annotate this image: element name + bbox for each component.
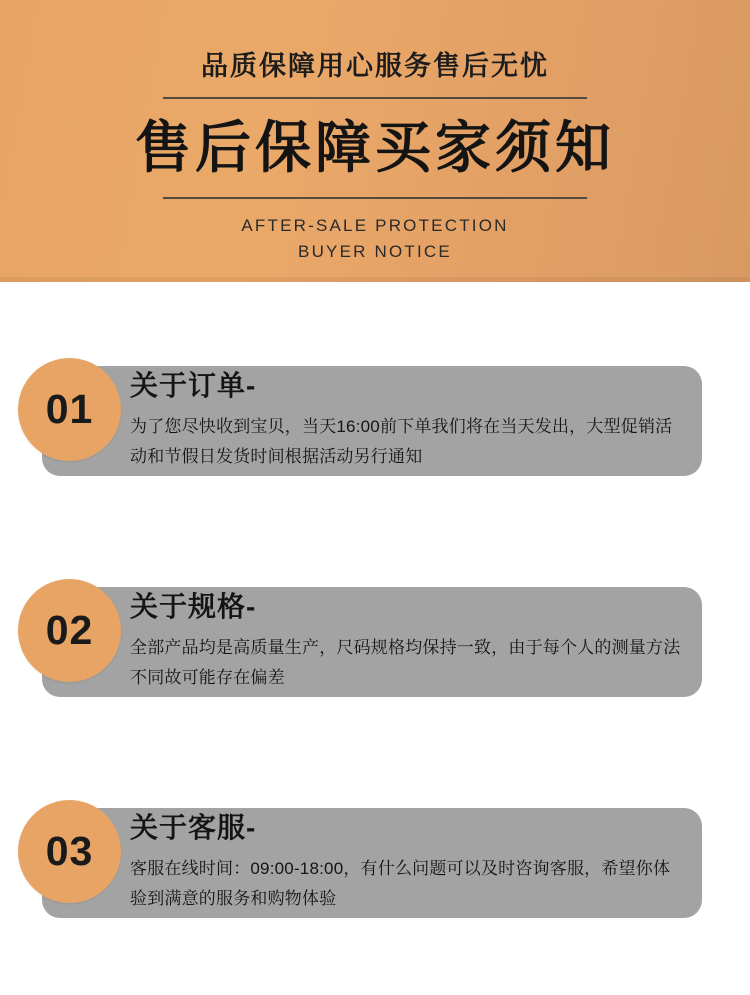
notice-text: 全部产品均是高质量生产，尺码规格均保持一致，由于每个人的测量方法不同故可能存在偏差 [130, 638, 681, 687]
page-title: 售后保障买家须知 [135, 116, 615, 179]
notice-title: 关于订单- [130, 370, 257, 401]
notice-body [130, 364, 690, 472]
notice-item [0, 800, 750, 924]
notice-number-badge [18, 800, 121, 903]
notice-number: 02 [45, 607, 94, 653]
header-banner [0, 0, 750, 282]
header-banner-content [0, 0, 750, 282]
notice-number: 03 [45, 828, 94, 874]
notice-body [130, 585, 690, 693]
banner-subtitle: 品质保障用心服务售后无忧 [201, 51, 549, 81]
notice-title: 关于规格- [130, 591, 257, 622]
banner-english-line-1: AFTER-SALE PROTECTION [241, 216, 509, 235]
notice-text: 客服在线时间：09:00-18:00，有什么问题可以及时咨询客服，希望你体验到满意的服务和购物体验 [130, 859, 671, 908]
notice-list [0, 282, 750, 924]
notice-number-badge [18, 358, 121, 461]
banner-divider-bottom [163, 197, 587, 199]
notice-number-badge [18, 579, 121, 682]
notice-title: 关于客服- [130, 812, 257, 843]
notice-number: 01 [45, 386, 94, 432]
notice-item [0, 358, 750, 482]
banner-divider-top [163, 97, 587, 99]
notice-text: 为了您尽快收到宝贝，当天16:00前下单我们将在当天发出，大型促销活动和节假日发货时间根据活动另行通知 [130, 417, 673, 466]
banner-english-line-2: BUYER NOTICE [298, 242, 452, 262]
notice-body [130, 806, 690, 914]
notice-item [0, 579, 750, 703]
